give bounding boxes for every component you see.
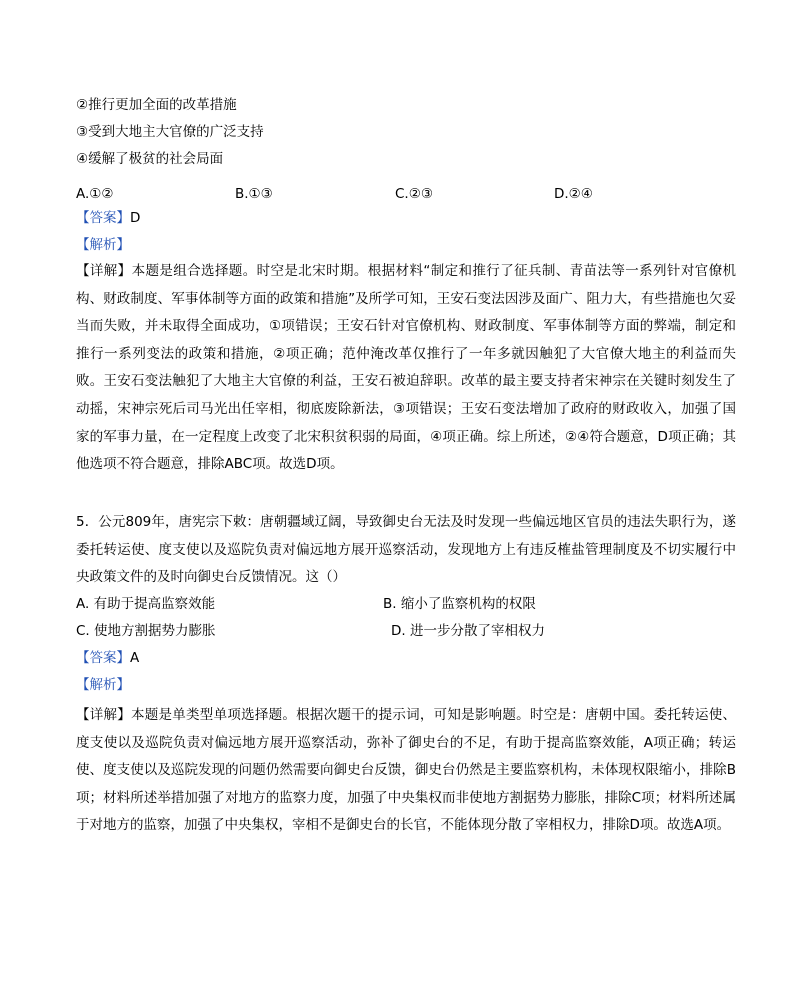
q4-answer-value: D [130,210,141,226]
q5-answer-value: A [130,650,140,666]
q4-answer-line [76,209,140,227]
q4-detail-tag: 【详解】 [76,263,132,279]
q5-option-b: B. 缩小了监察机构的权限 [383,596,536,612]
q4-detail-paragraph [76,258,736,508]
q4-answer-tag: 【答案】 [76,210,130,226]
q4-item-4: ④缓解了极贫的社会局面 [76,151,224,167]
q5-answer-tag: 【答案】 [76,650,130,666]
q5-answer-line [76,649,139,667]
q5-analysis-tag: 【解析】 [76,677,130,693]
q4-analysis-tag: 【解析】 [76,237,130,253]
q5-detail-tag: 【详解】 [76,707,132,723]
q4-option-a: A.①② [76,186,114,202]
q5-detail-paragraph [76,702,736,872]
q4-option-d: D.②④ [554,186,593,202]
q4-option-c: C.②③ [395,186,433,202]
q5-option-a: A. 有助于提高监察效能 [76,596,216,612]
q5-detail-text: 本题是单类型单项选择题。根据次题干的提示词，可知是影响题。时空是：唐朝中国。委托转运使、度支使以及巡院负责对偏远地方展开巡察活动，弥补了御史台的不足，有助于提高监察效能，A项正确；转运使、度支使以及巡院发现的问题仍然需要向御史台反馈，御史台仍然是主要监察机构，未体现权限缩小，排除B项；材料所述举措加强了对地方的监察力度，加强了中央集权而非使地方割据势力膨胀，排除C项；材料所述属于对地方的监察，加强了中央集权，宰相不是御史台的长官，不能体现分散了宰相权力，排除D项。故选A项。 [76,707,737,834]
q4-item-3: ③受到大地主大官僚的广泛支持 [76,124,264,140]
q4-detail-text: 本题是组合选择题。时空是北宋时期。根据材料“制定和推行了征兵制、青苗法等一系列针对官僚机构、财政制度、军事体制等方面的政策和措施”及所学可知，王安石变法因涉及面广、阻力大，有些措施也欠妥当而失败，并未取得全面成功，①项错误；王安石针对官僚机构、财政制度、军事体制等方面的弊端，制定和推行一系列变法的政策和措施，②项正确；范仲淹改革仅推行了一年多就因触犯了大官僚大地主的利益而失败。王安石变法触犯了大地主大官僚的利益，王安石被迫辞职。改革的最主要支持者宋神宗在关键时刻发生了动摇，宋神宗死后司马光出任宰相，彻底废除新法，③项错误；王安石变法增加了政府的财政收入，加强了国家的军事力量，在一定程度上改变了北宋积贫积弱的局面，④项正确。综上所述，②④符合题意，D项正确；其他选项不符合题意，排除ABC项。故选D项。 [76,263,736,473]
q5-option-d: D. 进一步分散了宰相权力 [391,623,545,639]
q5-option-c: C. 使地方割据势力膨胀 [76,623,216,639]
q5-stem: 5．公元809年，唐宪宗下敕：唐朝疆域辽阔，导致御史台无法及时发现一些偏远地区官员的违法失职行为，遂委托转运使、度支使以及巡院负责对偏远地方展开巡察活动，发现地方上有违反榷盐管理制度及不切实履行中央政策文件的及时向御史台反馈情况。这（） [76,514,736,586]
q4-item-2: ②推行更加全面的改革措施 [76,97,237,113]
q4-option-b: B.①③ [235,186,273,202]
